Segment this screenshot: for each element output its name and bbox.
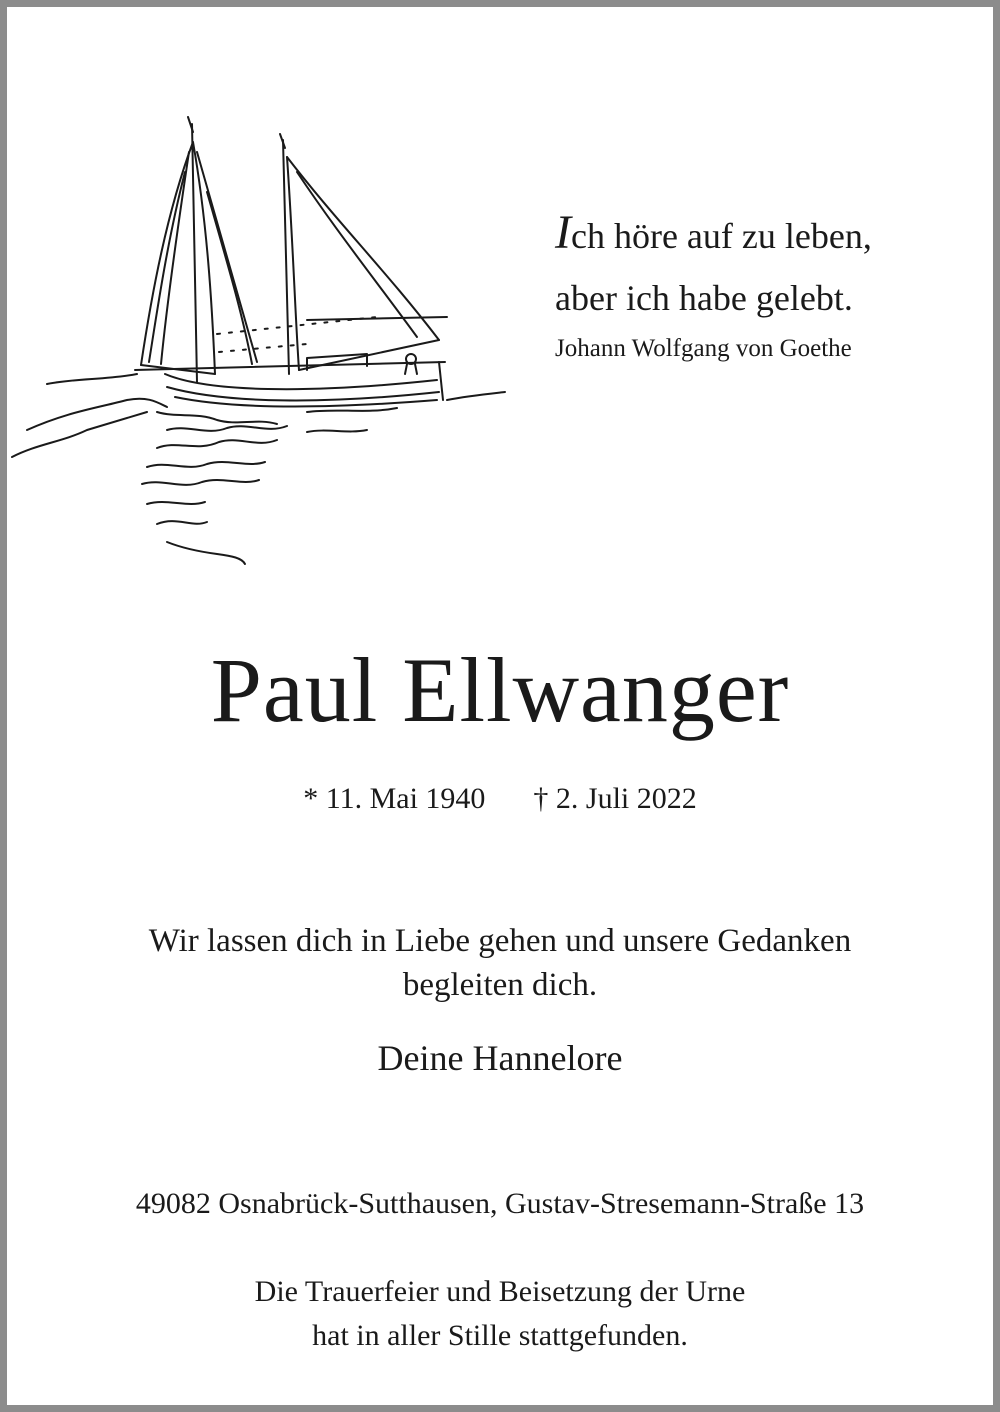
signature: Deine Hannelore (377, 1038, 623, 1078)
birth-date: * 11. Mai 1940 (303, 782, 486, 815)
ceremony-notice (7, 1270, 993, 1358)
quote-author: Johann Wolfgang von Goethe (555, 335, 852, 362)
farewell-text (7, 919, 993, 1007)
quote-line-1-text: ch höre auf zu leben, (570, 216, 872, 256)
quote-block (555, 202, 995, 363)
life-dates (7, 782, 993, 816)
quote-line-1 (555, 202, 995, 267)
address: 49082 Osnabrück-Sutthausen, Gustav-Stresemann-Straße 13 (135, 1187, 865, 1220)
death-date: † 2. Juli 2022 (533, 782, 697, 815)
sailing-ship-illustration (7, 112, 517, 572)
farewell-line-1: Wir lassen dich in Liebe gehen und unsere Gedanken (148, 923, 852, 959)
farewell-line-2: begleiten dich. (402, 967, 598, 1003)
quote-line-2: aber ich habe gelebt. (555, 278, 853, 318)
ceremony-line-2: hat in aller Stille stattgefunden. (312, 1319, 688, 1352)
ceremony-line-1: Die Trauerfeier und Beisetzung der Urne (254, 1275, 746, 1308)
deceased-name: Paul Ellwanger (210, 639, 790, 741)
quote-initial: I (555, 206, 571, 259)
